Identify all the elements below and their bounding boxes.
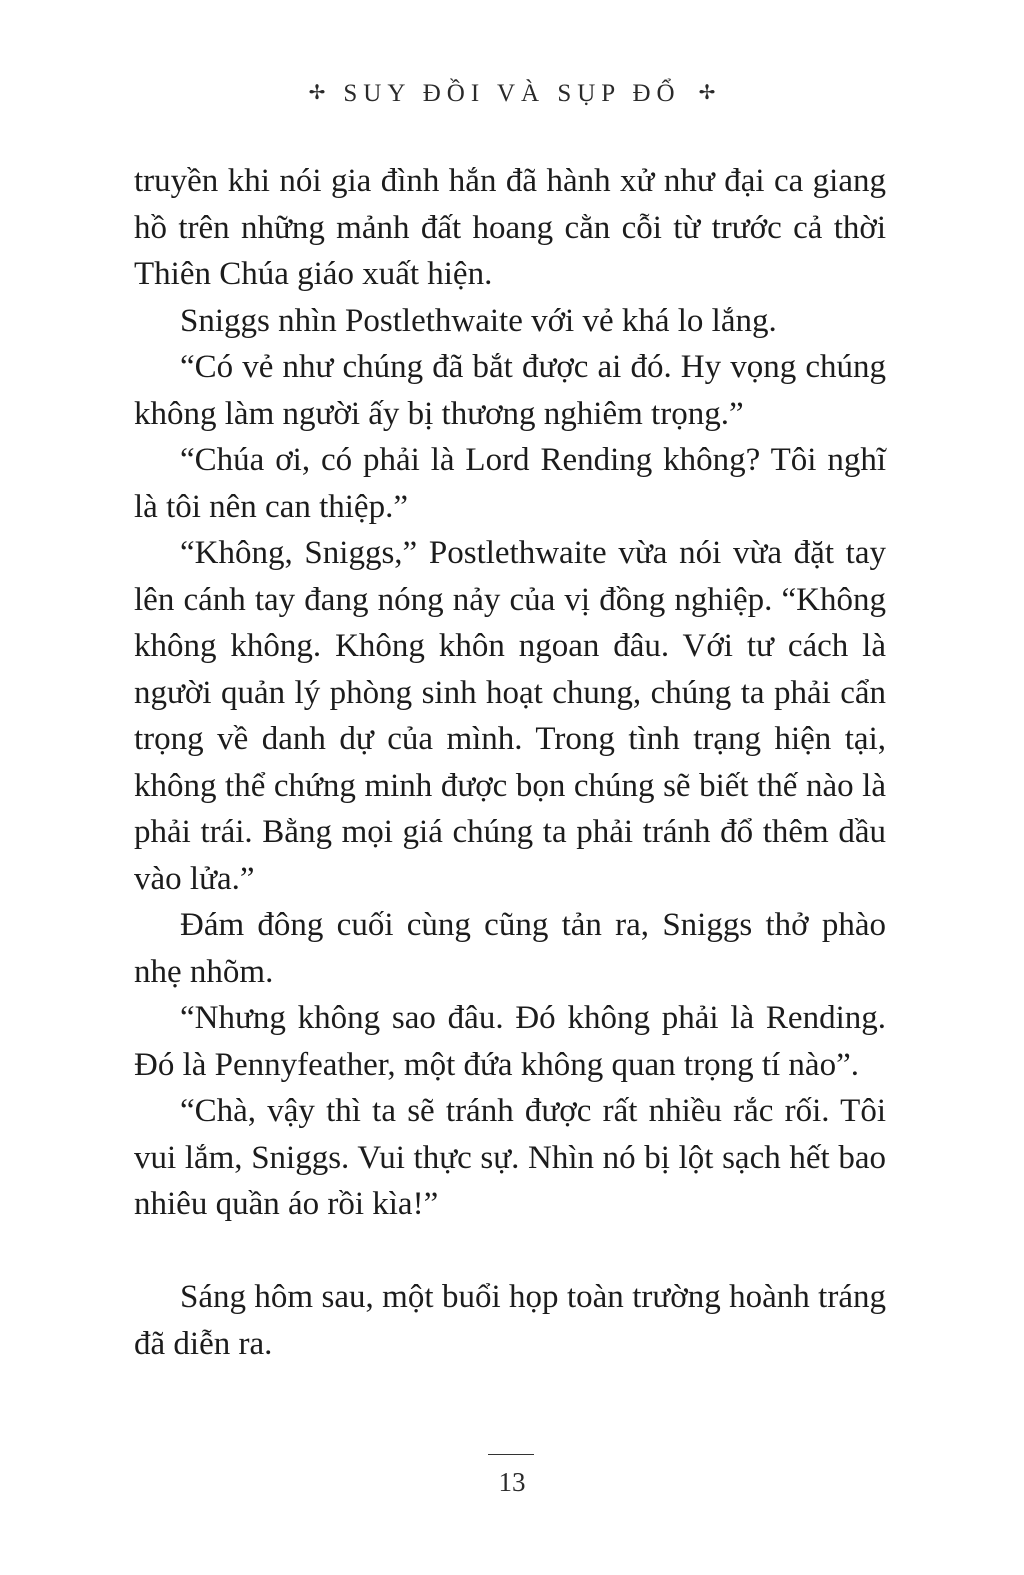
paragraph-new-section: Sáng hôm sau, một buổi họp toàn trường hoành tráng đã diễn ra. [134, 1279, 886, 1362]
ornament-left-icon: ✢ [308, 82, 326, 104]
ornament-right-icon: ✢ [698, 82, 716, 104]
footer-rule [488, 1454, 534, 1455]
paragraph: “Không, Sniggs,” Postlethwaite vừa nói vừa đặt tay lên cánh tay đang nóng nảy của vị đồng nghiệp. “Không không không. Không khôn ngoan đâu. Với tư cách là người quản lý phòng sinh hoạt chung, chúng ta phải cẩn trọng về danh dự của mình. Trong tình trạng hiện tại, không thể chứng minh được bọn chúng sẽ biết thế nào là phải trái. Bằng mọi giá chúng ta phải tránh đổ thêm dầu vào lửa.” [134, 535, 886, 897]
paragraph-continued: truyền khi nói gia đình hắn đã hành xử như đại ca giang hồ trên những mảnh đất hoang cằn cỗi từ trước cả thời Thiên Chúa giáo xuất hiện. [134, 163, 886, 292]
paragraph: “Nhưng không sao đâu. Đó không phải là Rending. Đó là Pennyfeather, một đứa không quan trọng tí nào”. [134, 1000, 886, 1083]
page-number: 13 [498, 1467, 526, 1497]
chapter-title: SUY ĐỒI VÀ SỤP ĐỔ [343, 80, 681, 107]
paragraph: Sniggs nhìn Postlethwaite với vẻ khá lo lắng. [180, 302, 777, 339]
paragraph: “Chà, vậy thì ta sẽ tránh được rất nhiều rắc rối. Tôi vui lắm, Sniggs. Vui thực sự. Nhìn nó bị lột sạch hết bao nhiêu quần áo rồi kìa!” [134, 1093, 886, 1222]
paragraph: “Có vẻ như chúng đã bắt được ai đó. Hy vọng chúng không làm người ấy bị thương nghiêm trọng.” [134, 349, 886, 432]
body-text [134, 158, 886, 1367]
paragraph: Đám đông cuối cùng cũng tản ra, Sniggs thở phào nhẹ nhõm. [134, 907, 886, 990]
running-header [0, 80, 1024, 108]
paragraph: “Chúa ơi, có phải là Lord Rending không? Tôi nghĩ là tôi nên can thiệp.” [134, 442, 886, 525]
